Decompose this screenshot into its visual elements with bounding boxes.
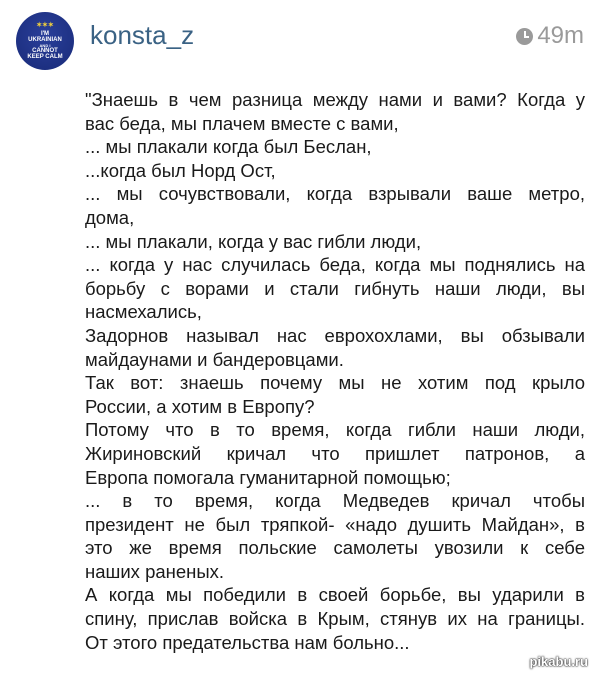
avatar-text-2: UKRAINIAN xyxy=(28,37,62,44)
post-line: ... мы сочувствовали, когда взрывали ваше метро, xyxy=(85,183,585,205)
post-line: наших раненых. xyxy=(85,560,225,582)
eu-stars-icon: ✶✶✶ xyxy=(36,21,54,29)
avatar[interactable] xyxy=(16,12,74,70)
avatar-text-5: KEEP CALM xyxy=(27,54,63,61)
post-line: А когда мы победили в своей борьбе, вы ударили в xyxy=(85,584,585,606)
avatar-text-3: AND I xyxy=(39,42,51,48)
post-line: ...когда был Норд Ост, xyxy=(85,159,276,181)
post-text xyxy=(85,88,585,654)
username-link[interactable]: konsta_z xyxy=(90,20,195,50)
post-line: майдаунами и бандеровцами. xyxy=(85,348,344,370)
post-line: президент не был тряпкой- «надо душить Майдан», в xyxy=(85,513,585,535)
post-line: ... мы плакали, когда у вас гибли люди, xyxy=(85,230,422,252)
post-line: ... мы плакали когда был Беслан, xyxy=(85,136,372,158)
clock-icon xyxy=(516,28,533,45)
post-line: Задорнов называл нас еврохохлами, вы обзывали xyxy=(85,324,585,346)
post-line: это же время польские самолеты увозили к себе xyxy=(85,537,585,559)
post-line: От этого предательства нам больно... xyxy=(85,631,410,653)
post-line: насмехались, xyxy=(85,301,202,323)
post-line: спину, прислав войска в Крым, стянув их на границы. xyxy=(85,608,585,630)
post-line: вас беда, мы плачем вместе с вами, xyxy=(85,112,399,134)
post-line: России, а хотим в Европу? xyxy=(85,395,315,417)
post-line: борьбу с ворами и стали гибнуть наши люди, вы xyxy=(85,277,585,299)
post-line: "Знаешь в чем разница между нами и вами? Когда у xyxy=(85,89,585,110)
time-label: 49m xyxy=(537,22,584,49)
post-line: дома, xyxy=(85,206,135,228)
avatar-text-1: I'M xyxy=(40,30,50,37)
post-line: ... в то время, когда Медведев кричал чтобы xyxy=(85,490,585,512)
avatar-text-4: CANNOT xyxy=(32,47,58,54)
post-line: Так вот: знаешь почему мы не хотим под крыло xyxy=(85,372,585,394)
post-line: Европа помогала гуманитарной помощью; xyxy=(85,466,451,488)
post-time xyxy=(516,22,584,50)
watermark-logo: pikabu.ru xyxy=(529,654,588,669)
post-line: Жириновский кричал что пришлет патронов, а xyxy=(85,442,585,464)
post-line: Потому что в то время, когда гибли наши люди, xyxy=(85,419,585,441)
post-line: ... когда у нас случилась беда, когда мы поднялись на xyxy=(85,254,585,276)
